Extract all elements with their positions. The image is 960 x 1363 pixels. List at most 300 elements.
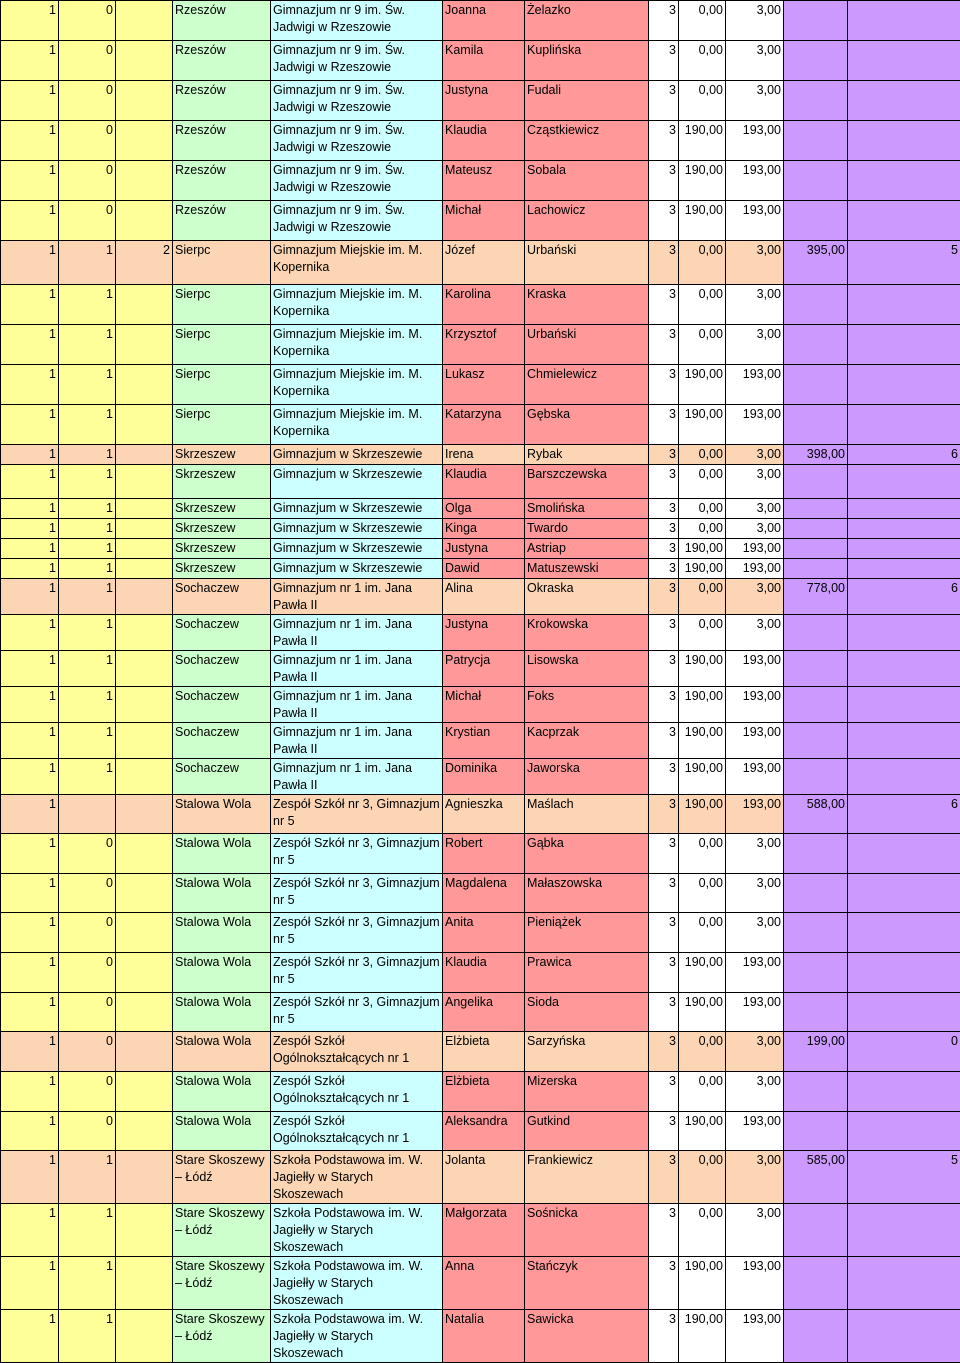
- col-2: 1: [59, 1310, 116, 1363]
- col-2: 0: [59, 81, 116, 121]
- col-3: [116, 834, 173, 874]
- table-row: [1, 1204, 960, 1257]
- count-cell: 3: [649, 1, 679, 41]
- table-row: [1, 201, 960, 241]
- total-points-cell: 3,00: [726, 1072, 784, 1112]
- points-cell: 190,00: [679, 121, 726, 161]
- total-points-cell: 3,00: [726, 499, 784, 519]
- city-cell: Sochaczew: [173, 723, 271, 759]
- first-name-cell: Patrycja: [443, 651, 525, 687]
- school-sum-cell: [784, 465, 848, 499]
- school-cell: Zespół Szkół Ogólnokształcących nr 1: [271, 1032, 443, 1072]
- first-name-cell: Michał: [443, 687, 525, 723]
- col-2: 0: [59, 1112, 116, 1151]
- col-2: 0: [59, 1072, 116, 1112]
- first-name-cell: Elżbieta: [443, 1072, 525, 1112]
- col-3: [116, 651, 173, 687]
- last-name-cell: Żelazko: [525, 1, 649, 41]
- school-cell: Gimnazjum nr 9 im. Św. Jadwigi w Rzeszowie: [271, 41, 443, 81]
- col-2: 0: [59, 834, 116, 874]
- total-points-cell: 3,00: [726, 81, 784, 121]
- school-sum-cell: [784, 285, 848, 325]
- points-cell: 190,00: [679, 687, 726, 723]
- last-name-cell: Frankiewicz: [525, 1151, 649, 1204]
- total-points-cell: 193,00: [726, 405, 784, 445]
- col-2: 1: [59, 445, 116, 465]
- points-cell: 0,00: [679, 913, 726, 953]
- total-points-cell: 3,00: [726, 1151, 784, 1204]
- city-cell: Sierpc: [173, 405, 271, 445]
- count-cell: 3: [649, 161, 679, 201]
- count-cell: 3: [649, 1204, 679, 1257]
- school-cell: Zespół Szkół nr 3, Gimnazjum nr 5: [271, 993, 443, 1032]
- school-cell: Gimnazjum w Skrzeszewie: [271, 465, 443, 499]
- last-name-cell: Sobala: [525, 161, 649, 201]
- points-cell: 190,00: [679, 1310, 726, 1363]
- col-1: 1: [1, 834, 59, 874]
- col-3: [116, 285, 173, 325]
- col-2: 1: [59, 723, 116, 759]
- table-row: [1, 559, 960, 579]
- col-3: [116, 325, 173, 365]
- points-cell: 0,00: [679, 1, 726, 41]
- school-cell: Gimnazjum nr 9 im. Św. Jadwigi w Rzeszowie: [271, 1, 443, 41]
- count-cell: 3: [649, 81, 679, 121]
- city-cell: Skrzeszew: [173, 539, 271, 559]
- total-points-cell: 193,00: [726, 993, 784, 1032]
- school-sum-cell: [784, 759, 848, 795]
- school-cell: Gimnazjum nr 1 im. Jana Pawła II: [271, 651, 443, 687]
- school-cell: Gimnazjum Miejskie im. M. Kopernika: [271, 241, 443, 285]
- col-3: [116, 615, 173, 651]
- school-sum-cell: 778,00: [784, 579, 848, 615]
- rank-cell: [848, 121, 960, 161]
- rank-cell: [848, 615, 960, 651]
- col-1: 1: [1, 993, 59, 1032]
- rank-cell: 5: [848, 1151, 960, 1204]
- col-2: 1: [59, 241, 116, 285]
- school-cell: Gimnazjum Miejskie im. M. Kopernika: [271, 405, 443, 445]
- points-cell: 190,00: [679, 559, 726, 579]
- rank-cell: [848, 834, 960, 874]
- city-cell: Skrzeszew: [173, 465, 271, 499]
- rank-cell: [848, 759, 960, 795]
- rank-cell: [848, 913, 960, 953]
- table-row: [1, 579, 960, 615]
- city-cell: Stalowa Wola: [173, 913, 271, 953]
- school-cell: Zespół Szkół Ogólnokształcących nr 1: [271, 1112, 443, 1151]
- total-points-cell: 193,00: [726, 201, 784, 241]
- col-2: 1: [59, 687, 116, 723]
- col-3: [116, 465, 173, 499]
- school-cell: Szkoła Podstawowa im. W. Jagiełły w Starych Skoszewach: [271, 1204, 443, 1257]
- city-cell: Stalowa Wola: [173, 834, 271, 874]
- col-1: 1: [1, 651, 59, 687]
- city-cell: Rzeszów: [173, 121, 271, 161]
- col-1: 1: [1, 1072, 59, 1112]
- rank-cell: [848, 325, 960, 365]
- table-row: [1, 445, 960, 465]
- last-name-cell: Astriap: [525, 539, 649, 559]
- first-name-cell: Michał: [443, 201, 525, 241]
- rank-cell: [848, 405, 960, 445]
- city-cell: Stalowa Wola: [173, 795, 271, 834]
- city-cell: Stare Skoszewy – Łódź: [173, 1257, 271, 1310]
- table-row: [1, 1151, 960, 1204]
- count-cell: 3: [649, 121, 679, 161]
- total-points-cell: 3,00: [726, 615, 784, 651]
- school-cell: Gimnazjum w Skrzeszewie: [271, 499, 443, 519]
- count-cell: 3: [649, 759, 679, 795]
- col-3: [116, 499, 173, 519]
- points-cell: 0,00: [679, 579, 726, 615]
- first-name-cell: Aleksandra: [443, 1112, 525, 1151]
- col-1: 1: [1, 519, 59, 539]
- first-name-cell: Robert: [443, 834, 525, 874]
- col-1: 1: [1, 499, 59, 519]
- col-1: 1: [1, 1310, 59, 1363]
- points-cell: 190,00: [679, 759, 726, 795]
- col-2: 1: [59, 285, 116, 325]
- count-cell: 3: [649, 615, 679, 651]
- col-2: 0: [59, 161, 116, 201]
- count-cell: 3: [649, 519, 679, 539]
- count-cell: 3: [649, 201, 679, 241]
- table-row: [1, 241, 960, 285]
- total-points-cell: 193,00: [726, 953, 784, 993]
- school-cell: Zespół Szkół nr 3, Gimnazjum nr 5: [271, 874, 443, 913]
- table-row: [1, 759, 960, 795]
- col-1: 1: [1, 201, 59, 241]
- school-cell: Gimnazjum w Skrzeszewie: [271, 559, 443, 579]
- count-cell: 3: [649, 651, 679, 687]
- last-name-cell: Jaworska: [525, 759, 649, 795]
- school-cell: Szkoła Podstawowa im. W. Jagiełły w Starych Skoszewach: [271, 1310, 443, 1363]
- table-row: [1, 285, 960, 325]
- count-cell: 3: [649, 834, 679, 874]
- table-row: [1, 834, 960, 874]
- col-3: [116, 405, 173, 445]
- col-1: 1: [1, 121, 59, 161]
- rank-cell: [848, 161, 960, 201]
- total-points-cell: 3,00: [726, 241, 784, 285]
- city-cell: Stare Skoszewy – Łódź: [173, 1151, 271, 1204]
- first-name-cell: Justyna: [443, 615, 525, 651]
- col-1: 1: [1, 723, 59, 759]
- school-sum-cell: 199,00: [784, 1032, 848, 1072]
- last-name-cell: Pieniążek: [525, 913, 649, 953]
- points-cell: 0,00: [679, 1204, 726, 1257]
- table-row: [1, 365, 960, 405]
- table-row: [1, 161, 960, 201]
- col-3: [116, 1032, 173, 1072]
- table-row: [1, 913, 960, 953]
- col-3: 2: [116, 241, 173, 285]
- school-sum-cell: [784, 1, 848, 41]
- col-2: 0: [59, 41, 116, 81]
- last-name-cell: Barszczewska: [525, 465, 649, 499]
- last-name-cell: Maślach: [525, 795, 649, 834]
- last-name-cell: Lisowska: [525, 651, 649, 687]
- col-2: 1: [59, 759, 116, 795]
- rank-cell: [848, 723, 960, 759]
- col-1: 1: [1, 1, 59, 41]
- col-2: 1: [59, 1204, 116, 1257]
- count-cell: 3: [649, 445, 679, 465]
- city-cell: Sierpc: [173, 325, 271, 365]
- school-sum-cell: 588,00: [784, 795, 848, 834]
- city-cell: Sochaczew: [173, 651, 271, 687]
- col-2: 1: [59, 519, 116, 539]
- col-1: 1: [1, 365, 59, 405]
- table-row: [1, 795, 960, 834]
- city-cell: Stare Skoszewy – Łódź: [173, 1204, 271, 1257]
- first-name-cell: Agnieszka: [443, 795, 525, 834]
- city-cell: Skrzeszew: [173, 559, 271, 579]
- col-1: 1: [1, 1257, 59, 1310]
- col-3: [116, 161, 173, 201]
- city-cell: Rzeszów: [173, 81, 271, 121]
- count-cell: 3: [649, 325, 679, 365]
- col-3: [116, 1151, 173, 1204]
- first-name-cell: Karolina: [443, 285, 525, 325]
- col-3: [116, 1112, 173, 1151]
- city-cell: Stalowa Wola: [173, 1032, 271, 1072]
- table-row: [1, 1310, 960, 1363]
- col-3: [116, 559, 173, 579]
- total-points-cell: 3,00: [726, 834, 784, 874]
- first-name-cell: Krzysztof: [443, 325, 525, 365]
- total-points-cell: 193,00: [726, 559, 784, 579]
- rank-cell: [848, 1112, 960, 1151]
- school-sum-cell: [784, 651, 848, 687]
- table-row: [1, 874, 960, 913]
- points-cell: 0,00: [679, 1072, 726, 1112]
- first-name-cell: Anna: [443, 1257, 525, 1310]
- school-sum-cell: [784, 559, 848, 579]
- count-cell: 3: [649, 285, 679, 325]
- count-cell: 3: [649, 539, 679, 559]
- last-name-cell: Lachowicz: [525, 201, 649, 241]
- count-cell: 3: [649, 365, 679, 405]
- school-cell: Gimnazjum w Skrzeszewie: [271, 445, 443, 465]
- school-cell: Gimnazjum nr 1 im. Jana Pawła II: [271, 723, 443, 759]
- col-1: 1: [1, 1151, 59, 1204]
- col-1: 1: [1, 913, 59, 953]
- total-points-cell: 193,00: [726, 795, 784, 834]
- first-name-cell: Józef: [443, 241, 525, 285]
- points-cell: 0,00: [679, 285, 726, 325]
- last-name-cell: Sośnicka: [525, 1204, 649, 1257]
- first-name-cell: Katarzyna: [443, 405, 525, 445]
- count-cell: 3: [649, 1310, 679, 1363]
- points-cell: 0,00: [679, 519, 726, 539]
- count-cell: 3: [649, 723, 679, 759]
- table-row: [1, 519, 960, 539]
- col-2: 1: [59, 465, 116, 499]
- col-3: [116, 41, 173, 81]
- col-2: 1: [59, 365, 116, 405]
- count-cell: 3: [649, 499, 679, 519]
- count-cell: 3: [649, 41, 679, 81]
- col-2: 1: [59, 325, 116, 365]
- city-cell: Stalowa Wola: [173, 1112, 271, 1151]
- first-name-cell: Jolanta: [443, 1151, 525, 1204]
- first-name-cell: Alina: [443, 579, 525, 615]
- col-1: 1: [1, 795, 59, 834]
- points-cell: 190,00: [679, 953, 726, 993]
- points-cell: 0,00: [679, 874, 726, 913]
- col-1: 1: [1, 1204, 59, 1257]
- school-sum-cell: [784, 1310, 848, 1363]
- rank-cell: 5: [848, 241, 960, 285]
- first-name-cell: Elżbieta: [443, 1032, 525, 1072]
- school-sum-cell: [784, 1257, 848, 1310]
- city-cell: Stalowa Wola: [173, 993, 271, 1032]
- col-2: 1: [59, 539, 116, 559]
- col-3: [116, 81, 173, 121]
- col-1: 1: [1, 874, 59, 913]
- table-row: [1, 1, 960, 41]
- city-cell: Sochaczew: [173, 687, 271, 723]
- col-1: 1: [1, 759, 59, 795]
- city-cell: Skrzeszew: [173, 499, 271, 519]
- last-name-cell: Matuszewski: [525, 559, 649, 579]
- col-3: [116, 913, 173, 953]
- points-cell: 190,00: [679, 795, 726, 834]
- school-cell: Zespół Szkół nr 3, Gimnazjum nr 5: [271, 953, 443, 993]
- first-name-cell: Klaudia: [443, 121, 525, 161]
- school-sum-cell: [784, 365, 848, 405]
- rank-cell: [848, 953, 960, 993]
- rank-cell: [848, 519, 960, 539]
- school-cell: Gimnazjum nr 1 im. Jana Pawła II: [271, 615, 443, 651]
- school-sum-cell: [784, 325, 848, 365]
- col-3: [116, 579, 173, 615]
- school-sum-cell: [784, 723, 848, 759]
- col-1: 1: [1, 465, 59, 499]
- col-3: [116, 365, 173, 405]
- col-3: [116, 1257, 173, 1310]
- school-sum-cell: 395,00: [784, 241, 848, 285]
- city-cell: Sierpc: [173, 285, 271, 325]
- rank-cell: [848, 1, 960, 41]
- count-cell: 3: [649, 559, 679, 579]
- col-3: [116, 874, 173, 913]
- rank-cell: [848, 499, 960, 519]
- col-1: 1: [1, 161, 59, 201]
- rank-cell: [848, 539, 960, 559]
- col-3: [116, 687, 173, 723]
- table-row: [1, 499, 960, 519]
- rank-cell: 6: [848, 579, 960, 615]
- rank-cell: [848, 465, 960, 499]
- table-row: [1, 1072, 960, 1112]
- school-sum-cell: 398,00: [784, 445, 848, 465]
- school-cell: Zespół Szkół Ogólnokształcących nr 1: [271, 1072, 443, 1112]
- count-cell: 3: [649, 465, 679, 499]
- col-2: 0: [59, 121, 116, 161]
- count-cell: 3: [649, 1257, 679, 1310]
- col-2: 0: [59, 1, 116, 41]
- city-cell: Skrzeszew: [173, 519, 271, 539]
- city-cell: Stalowa Wola: [173, 874, 271, 913]
- col-3: [116, 1204, 173, 1257]
- last-name-cell: Cząstkiewicz: [525, 121, 649, 161]
- col-2: 1: [59, 1151, 116, 1204]
- city-cell: Rzeszów: [173, 161, 271, 201]
- city-cell: Rzeszów: [173, 201, 271, 241]
- city-cell: Stare Skoszewy – Łódź: [173, 1310, 271, 1363]
- first-name-cell: Olga: [443, 499, 525, 519]
- school-sum-cell: [784, 161, 848, 201]
- last-name-cell: Prawica: [525, 953, 649, 993]
- count-cell: 3: [649, 953, 679, 993]
- school-cell: Zespół Szkół nr 3, Gimnazjum nr 5: [271, 795, 443, 834]
- points-cell: 0,00: [679, 834, 726, 874]
- count-cell: 3: [649, 993, 679, 1032]
- total-points-cell: 3,00: [726, 579, 784, 615]
- table-row: [1, 723, 960, 759]
- school-cell: Szkoła Podstawowa im. W. Jagiełły w Starych Skoszewach: [271, 1257, 443, 1310]
- school-cell: Gimnazjum nr 9 im. Św. Jadwigi w Rzeszowie: [271, 121, 443, 161]
- rank-cell: [848, 1310, 960, 1363]
- table-row: [1, 539, 960, 559]
- last-name-cell: Kraska: [525, 285, 649, 325]
- school-sum-cell: [784, 1072, 848, 1112]
- last-name-cell: Sawicka: [525, 1310, 649, 1363]
- col-1: 1: [1, 953, 59, 993]
- col-3: [116, 723, 173, 759]
- count-cell: 3: [649, 1072, 679, 1112]
- last-name-cell: Gębska: [525, 405, 649, 445]
- first-name-cell: Krystian: [443, 723, 525, 759]
- city-cell: Sochaczew: [173, 759, 271, 795]
- col-3: [116, 539, 173, 559]
- total-points-cell: 3,00: [726, 1, 784, 41]
- first-name-cell: Magdalena: [443, 874, 525, 913]
- school-sum-cell: [784, 913, 848, 953]
- points-cell: 0,00: [679, 465, 726, 499]
- col-3: [116, 201, 173, 241]
- school-sum-cell: [784, 1204, 848, 1257]
- table-row: [1, 325, 960, 365]
- table-row: [1, 687, 960, 723]
- rank-cell: [848, 41, 960, 81]
- school-sum-cell: 585,00: [784, 1151, 848, 1204]
- last-name-cell: Fudali: [525, 81, 649, 121]
- count-cell: 3: [649, 687, 679, 723]
- col-3: [116, 953, 173, 993]
- school-sum-cell: [784, 539, 848, 559]
- col-2: 0: [59, 913, 116, 953]
- total-points-cell: 193,00: [726, 723, 784, 759]
- table-row: [1, 1257, 960, 1310]
- first-name-cell: Dominika: [443, 759, 525, 795]
- col-2: 1: [59, 615, 116, 651]
- first-name-cell: Anita: [443, 913, 525, 953]
- rank-cell: 6: [848, 445, 960, 465]
- last-name-cell: Twardo: [525, 519, 649, 539]
- col-2: 1: [59, 559, 116, 579]
- school-sum-cell: [784, 81, 848, 121]
- last-name-cell: Urbański: [525, 325, 649, 365]
- first-name-cell: Dawid: [443, 559, 525, 579]
- school-cell: Zespół Szkół nr 3, Gimnazjum nr 5: [271, 913, 443, 953]
- last-name-cell: Sioda: [525, 993, 649, 1032]
- rank-cell: 6: [848, 795, 960, 834]
- last-name-cell: Gąbka: [525, 834, 649, 874]
